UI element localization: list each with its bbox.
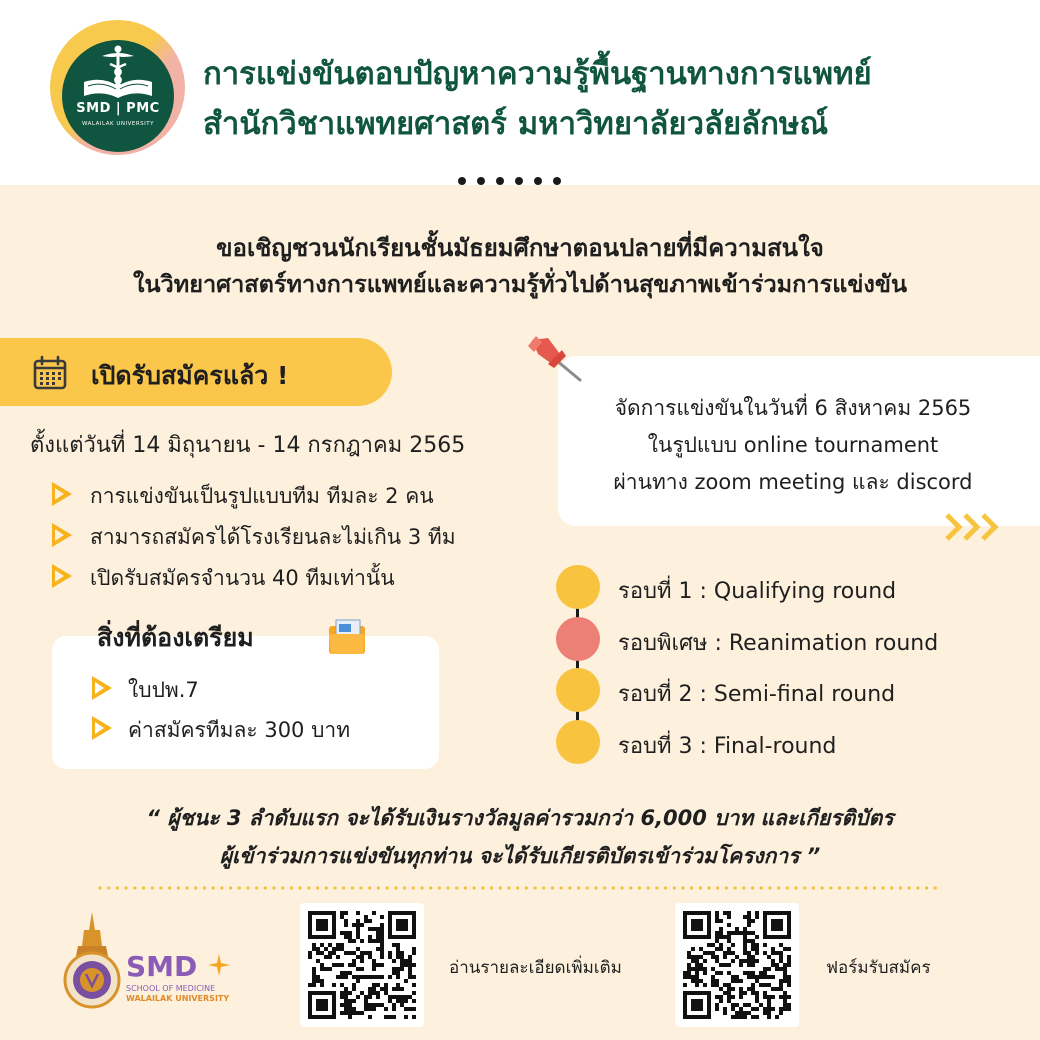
rule-text: การแข่งขันเป็นรูปแบบทีม ทีมละ 2 คน (90, 484, 434, 508)
folder-icon (327, 618, 367, 656)
smd-pmc-logo (50, 20, 190, 160)
university-seal-icon (62, 912, 122, 1012)
page-title: การแข่งขันตอบปัญหาความรู้พื้นฐานทางการแพทย์ (203, 56, 872, 92)
rule-text: สามารถสมัครได้โรงเรียนละไม่เกิน 3 ทีม (90, 525, 456, 549)
round-dot (556, 617, 600, 661)
chevrons-right-icon (945, 512, 1005, 542)
sparkle-icon (208, 954, 230, 976)
round-label: รอบพิเศษ : Reanimation round (618, 631, 939, 656)
rule-text: เปิดรับสมัครจำนวน 40 ทีมเท่านั้น (90, 566, 395, 590)
logo-subtext: WALAILAK UNIVERSITY (82, 121, 154, 127)
event-date: จัดการแข่งขันในวันที่ 6 สิงหาคม 2565 (614, 396, 972, 420)
logo-text: SMD | PMC (76, 101, 160, 116)
registration-period: ตั้งแต่วันที่ 14 มิถุนายน - 14 กรกฎาคม 2565 (30, 433, 466, 458)
triangle-bullet-icon (92, 716, 112, 740)
smd-brand-logo: SMD (126, 950, 198, 983)
round-dot (556, 565, 600, 609)
page-subtitle: สำนักวิชาแพทยศาสตร์ มหาวิทยาลัยวลัยลักษณ์ (203, 106, 829, 142)
pushpin-icon (522, 332, 586, 388)
qr-code-form[interactable] (675, 903, 799, 1027)
round-label: รอบที่ 3 : Final-round (618, 734, 837, 759)
triangle-bullet-icon (52, 482, 72, 506)
prep-item-text: ค่าสมัครทีมละ 300 บาท (128, 718, 351, 742)
qr-form-caption: ฟอร์มรับสมัคร (826, 958, 931, 978)
invitation-line-2: ในวิทยาศาสตร์ทางการแพทย์และความรู้ทั่วไปด้านสุขภาพเข้าร่วมการแข่งขัน (132, 270, 908, 298)
smd-brand-sub1: SCHOOL OF MEDICINE (126, 984, 216, 993)
invitation-line-1: ขอเชิญชวนนักเรียนชั้นมัธยมศึกษาตอนปลายที่มีความสนใจ (216, 234, 824, 262)
dotted-divider (98, 886, 943, 890)
round-dot (556, 720, 600, 764)
qr-code-details[interactable] (300, 903, 424, 1027)
rounds-timeline-line (576, 586, 579, 742)
round-label: รอบที่ 2 : Semi-final round (618, 682, 896, 707)
prize-line-1: “ ผู้ชนะ 3 ลำดับแรก จะได้รับเงินรางวัลมูลค่ารวมกว่า 6,000 บาท และเกียรติบัตร (146, 806, 894, 830)
triangle-bullet-icon (52, 564, 72, 588)
prep-item-text: ใบปพ.7 (128, 678, 199, 702)
round-label: รอบที่ 1 : Qualifying round (618, 579, 897, 604)
logo-badge (62, 40, 174, 152)
qr-code-icon (683, 911, 791, 1019)
prize-line-2: ผู้เข้าร่วมการแข่งขันทุกท่าน จะได้รับเกียรติบัตรเข้าร่วมโครงการ ” (219, 844, 821, 868)
event-platform: ผ่านทาง zoom meeting และ discord (613, 470, 973, 494)
dots-divider (458, 177, 570, 189)
triangle-bullet-icon (52, 523, 72, 547)
smd-brand-sub2: WALAILAK UNIVERSITY (126, 994, 230, 1003)
caduceus-book-icon (62, 42, 174, 102)
preparation-title: สิ่งที่ต้องเตรียม (97, 623, 254, 652)
round-dot (556, 668, 600, 712)
qr-code-icon (308, 911, 416, 1019)
registration-open-label: เปิดรับสมัครแล้ว ! (91, 361, 289, 390)
event-format: ในรูปแบบ online tournament (647, 433, 939, 457)
calendar-icon (32, 355, 68, 391)
triangle-bullet-icon (92, 676, 112, 700)
header (0, 0, 1040, 185)
qr-details-caption: อ่านรายละเอียดเพิ่มเติม (449, 958, 622, 978)
registration-open-banner (0, 338, 392, 406)
